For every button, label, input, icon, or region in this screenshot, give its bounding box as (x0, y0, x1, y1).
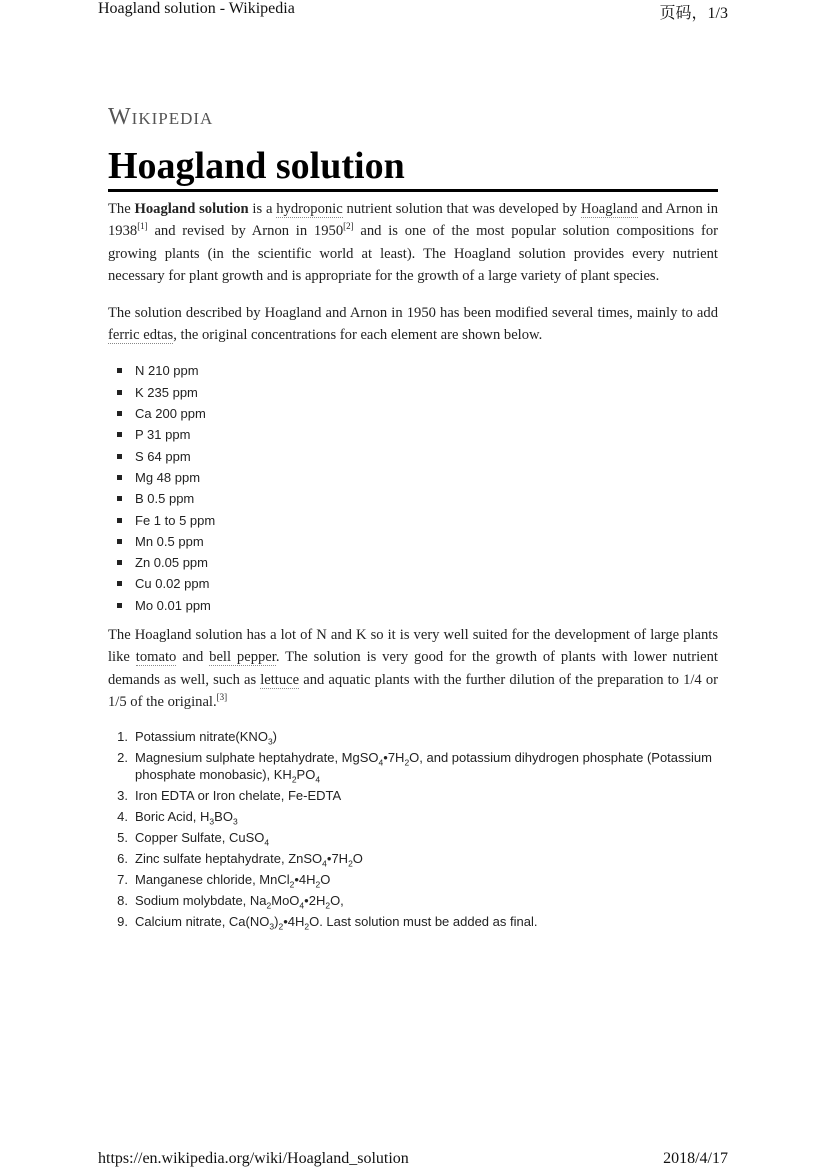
reference-1[interactable]: [1] (137, 221, 148, 232)
chemical-item (117, 850, 718, 869)
chemical-item (117, 892, 718, 911)
list-number: 9. (117, 913, 128, 929)
link-tomato[interactable]: tomato (135, 649, 177, 666)
chemical-item (117, 749, 718, 785)
nutrient-item: Fe 1 to 5 ppm (135, 510, 718, 531)
chemical-item (117, 913, 718, 932)
chemical-text: Iron EDTA or Iron chelate, Fe-EDTA (135, 787, 342, 803)
chemical-item (117, 808, 718, 827)
list-number: 8. (117, 892, 128, 908)
page-title: Hoagland solution (108, 143, 718, 192)
list-number: 6. (117, 850, 128, 866)
print-header-title: Hoagland solution - Wikipedia (98, 0, 295, 17)
article-body (108, 198, 718, 934)
list-number: 4. (117, 808, 128, 824)
chemical-text: Calcium nitrate, $Ca(NO_3)_2•4H_2O$. Last solution must be added as final. (135, 913, 538, 932)
chemical-text: Magnesium sulphate heptahydrate, $MgSO_4•7H_2O$, and potassium dihydrogen phosphate (Potassium phosphate monobasic), $KH_2PO_4$ (135, 749, 712, 785)
nutrient-item: P 31 ppm (135, 424, 718, 445)
chemical-text: Zinc sulfate heptahydrate, $ZnSO_4•7H_2O$ (135, 850, 363, 869)
link-hydroponic[interactable]: hydroponic (276, 201, 343, 217)
link-hoagland[interactable]: Hoagland (580, 201, 638, 217)
bold-term: Hoagland solution (134, 201, 249, 217)
link-ferric-edtas[interactable]: ferric edtas (108, 327, 174, 344)
chemical-text: Boric Acid, $H_3BO_3$ (135, 808, 238, 827)
nutrient-item: N 210 ppm (135, 360, 718, 381)
intro-paragraph: The Hoagland solution is a hydroponic nutrient solution that was developed by Hoagland and Arnon in 1938[1] and revised by Arnon in 1950[2] and is one of the most popular solution compositions for growing plants (in the scientific world at least). The Hoagland solution provides every nutrient necessary for plant growth and is appropriate for the growth of a large variety of plant species. (108, 201, 718, 285)
chemical-text: Sodium molybdate, $Na_2MoO_4•2H_2O$, (135, 892, 344, 911)
nutrient-list (108, 360, 718, 616)
nutrient-item: B 0.5 ppm (135, 488, 718, 509)
chemical-item (117, 787, 718, 804)
list-number: 5. (117, 829, 128, 845)
nutrient-item: K 235 ppm (135, 382, 718, 403)
print-page-number: 页码，1/3 (659, 5, 728, 22)
nutrient-item: Mn 0.5 ppm (135, 531, 718, 552)
link-lettuce[interactable]: lettuce (260, 671, 300, 688)
wikipedia-logo[interactable]: Wikipedia (108, 104, 214, 130)
nutrient-item: Zn 0.05 ppm (135, 552, 718, 573)
chemical-text: Manganese chloride, $MnCl_2•4H_2O$ (135, 871, 331, 890)
chemical-item (117, 728, 718, 747)
list-number: 7. (117, 871, 128, 887)
nutrient-item: Cu 0.02 ppm (135, 573, 718, 594)
reference-3[interactable]: [3] (216, 692, 228, 703)
usage-paragraph: The Hoagland solution has a lot of N and K so it is very well suited for the development of large plants like tomato and bell pepper. The solution is very good for the growth of plants with lower nutrient demands as well, such as lettuce and aquatic plants with the further dilution of the preparation to 1/4 or 1/5 of the original.[3] (108, 627, 718, 711)
nutrient-item: Mg 48 ppm (135, 467, 718, 488)
nutrient-item: S 64 ppm (135, 446, 718, 467)
list-number: 1. (117, 728, 128, 744)
list-number: 3. (117, 787, 128, 803)
nutrient-item: Mo 0.01 ppm (135, 595, 718, 616)
chemical-item (117, 871, 718, 890)
list-number: 2. (117, 749, 128, 765)
chemical-list (108, 728, 718, 930)
chemical-text: Potassium $nitrate(KNO_3)$ (135, 728, 278, 747)
nutrient-item: Ca 200 ppm (135, 403, 718, 424)
chemical-item (117, 829, 718, 848)
chemical-text: Copper Sulfate, CuSO$_4$ (135, 829, 270, 848)
print-footer-date: 2018/4/17 (663, 1150, 728, 1167)
link-bell-pepper[interactable]: bell pepper (209, 649, 276, 666)
reference-2[interactable]: [2] (343, 221, 354, 232)
composition-paragraph: The solution described by Hoagland and Arnon in 1950 has been modified several times, mainly to add ferric edtas, the original concentrations for each element are shown below. (108, 304, 718, 344)
print-footer-url: https://en.wikipedia.org/wiki/Hoagland_solution (98, 1150, 409, 1167)
